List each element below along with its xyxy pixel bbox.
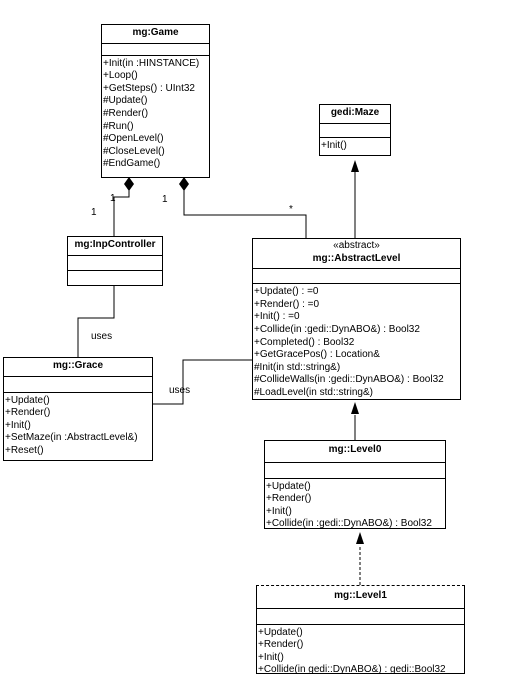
class-level1[interactable] [256, 585, 465, 674]
operation: +Init() [258, 651, 284, 663]
operation: #Init(in std::string&) [254, 361, 341, 373]
operation: +Init() [266, 505, 292, 517]
operation: +Render() [258, 639, 304, 651]
operation: +Update() [258, 626, 303, 638]
operation: +Completed() : Bool32 [254, 336, 355, 348]
operation: +Init(in :HINSTANCE) [103, 57, 200, 69]
operation: #LoadLevel(in std::string&) [254, 386, 373, 398]
operation: +Render() [266, 493, 312, 505]
class-operations [257, 625, 464, 679]
operation: +Init() [321, 139, 347, 151]
class-name: mg:Game [102, 25, 209, 44]
class-operations [102, 56, 209, 173]
class-abstractlevel[interactable] [252, 238, 461, 400]
class-name: mg::Level0 [265, 441, 445, 463]
multiplicity-label: 1 [91, 207, 97, 218]
composition-diamond-icon [124, 177, 134, 191]
class-attributes [68, 256, 162, 271]
operation: +Init() [5, 419, 31, 431]
multiplicity-label: 1 [110, 193, 116, 204]
operation: +Reset() [5, 444, 44, 456]
operation: +Render() [5, 407, 51, 419]
class-grace[interactable] [3, 357, 153, 461]
class-operations [253, 284, 460, 401]
class-attributes [253, 269, 460, 284]
operation: +Update() [266, 480, 311, 492]
class-maze[interactable] [319, 104, 391, 156]
multiplicity-label: 1 [162, 194, 168, 205]
class-attributes [265, 463, 445, 479]
uses-label: uses [91, 331, 113, 342]
class-stereotype: «abstract» [333, 240, 380, 251]
composition-game-inpcontroller [114, 190, 129, 236]
operation: +GetSteps() : UInt32 [103, 82, 195, 94]
operation: +Render() : =0 [254, 298, 320, 310]
class-level0[interactable] [264, 440, 446, 529]
operation: +Update() [5, 394, 50, 406]
class-name: mg::AbstractLevel [312, 252, 401, 264]
operation: #OpenLevel() [103, 133, 164, 145]
multiplicity-label: * [289, 204, 293, 215]
operation: #CloseLevel() [103, 145, 165, 157]
operation: +GetGracePos() : Location& [254, 349, 380, 361]
class-operations [265, 479, 445, 533]
uses-label: uses [169, 385, 191, 396]
class-attributes [4, 377, 152, 393]
inheritance-arrowhead-icon [351, 160, 359, 172]
class-operations [68, 271, 162, 275]
class-name: mg:InpController [68, 237, 162, 256]
class-name: gedi:Maze [320, 105, 390, 124]
operation: +Collide(in :gedi::DynABO&) : Bool32 [266, 518, 432, 530]
class-attributes [257, 609, 464, 625]
class-attributes [320, 124, 390, 138]
operation: #EndGame() [103, 158, 161, 170]
class-inpcontroller[interactable] [67, 236, 163, 286]
operation: +SetMaze(in :AbstractLevel&) [5, 432, 138, 444]
class-operations [320, 138, 390, 155]
class-operations [4, 393, 152, 460]
operation: #CollideWalls(in :gedi::DynABO&) : Bool32 [254, 374, 444, 386]
dependency-inpcontroller-grace [78, 286, 114, 357]
inheritance-arrowhead-icon [351, 402, 359, 414]
class-name-block [253, 239, 460, 269]
class-name: mg::Grace [4, 358, 152, 377]
inheritance-arrowhead-icon [356, 532, 364, 544]
class-attributes [102, 44, 209, 56]
composition-game-abstractlevel [184, 190, 306, 238]
operation: +Init() : =0 [254, 311, 300, 323]
operation: #Render() [103, 107, 149, 119]
dependency-grace-abstractlevel [153, 360, 253, 404]
operation: +Collide(in :gedi::DynABO&) : Bool32 [254, 323, 420, 335]
composition-diamond-icon [179, 177, 189, 191]
operation: +Loop() [103, 70, 138, 82]
operation: #Run() [103, 120, 134, 132]
class-name: mg::Level1 [257, 586, 464, 609]
operation: #Update() [103, 95, 148, 107]
class-game[interactable] [101, 24, 210, 178]
operation: +Collide(in gedi::DynABO&) : gedi::Bool32 [258, 664, 446, 676]
operation: +Update() : =0 [254, 286, 319, 298]
